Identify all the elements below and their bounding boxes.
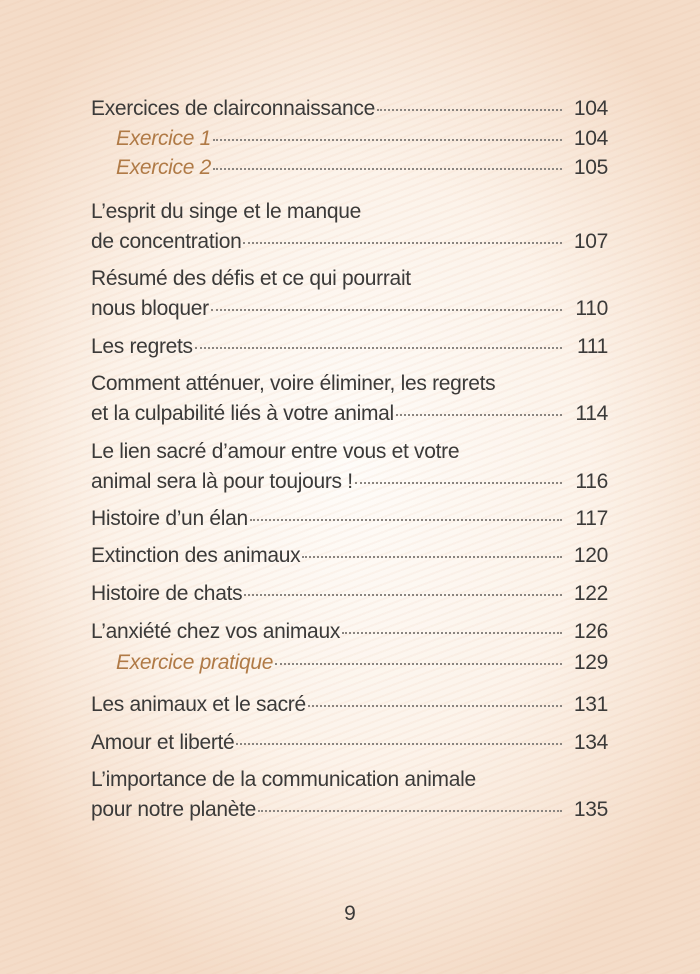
toc-page-number: 117 [575, 507, 608, 530]
dot-leader [396, 414, 562, 416]
toc-entry-title: et la culpabilité liés à votre animal [91, 402, 394, 425]
toc-entry-line [116, 648, 608, 678]
toc-entry-line [91, 94, 608, 124]
dot-leader [195, 347, 562, 349]
dot-leader [243, 242, 562, 244]
toc-page-number: 114 [575, 402, 608, 425]
toc-entry-line [91, 541, 608, 571]
toc-entry-title: Les animaux et le sacré [91, 693, 306, 716]
toc-page-number: 120 [573, 544, 608, 567]
toc-entry-title: Histoire de chats [91, 582, 243, 605]
toc-page-number: 129 [573, 651, 608, 674]
toc-entry-line [91, 294, 608, 324]
toc-entry-line [91, 765, 608, 795]
toc-entry-title: nous bloquer [91, 297, 209, 320]
toc-entry-line [91, 579, 608, 609]
toc-entry-line [91, 197, 608, 227]
toc-page-number: 135 [573, 798, 608, 821]
dot-leader [308, 705, 562, 707]
toc-entry [91, 504, 608, 534]
toc-entry-line [91, 437, 608, 467]
toc-entry-title: de concentration [91, 230, 242, 253]
toc-entry-title: Amour et liberté [91, 731, 235, 754]
toc-page-number: 131 [573, 693, 608, 716]
toc-entry-line [116, 153, 608, 183]
dot-leader [250, 519, 562, 521]
dot-leader [275, 663, 562, 665]
toc-entry [91, 541, 608, 571]
toc-entry [91, 690, 608, 720]
toc-subentry [116, 124, 608, 154]
toc-page-number: 107 [573, 230, 608, 253]
toc-entry-title: Les regrets [91, 335, 193, 358]
dot-leader [211, 309, 562, 311]
toc-entry-title: Le lien sacré d’amour entre vous et votre [91, 440, 460, 463]
toc-entry [91, 728, 608, 758]
toc-page-number: 104 [573, 97, 608, 120]
toc-entry-line [91, 690, 608, 720]
toc-entry-line [91, 504, 608, 534]
dot-leader [342, 632, 562, 634]
toc-entry-title: L’esprit du singe et le manque [91, 200, 362, 223]
toc-entry-title: Exercices de clairconnaissance [91, 97, 375, 120]
toc-entry-title: Extinction des animaux [91, 544, 301, 567]
toc-entry [91, 264, 608, 324]
toc-entry [91, 765, 608, 825]
toc-entry [91, 437, 608, 497]
toc-subentry [116, 153, 608, 183]
toc-entry [91, 332, 608, 362]
toc-subentry [116, 648, 608, 678]
toc-entry [91, 579, 608, 609]
toc-entry-title: Exercice 2 [116, 156, 212, 179]
toc-page-number: 122 [573, 582, 608, 605]
toc-entry-title: animal sera là pour toujours ! [91, 470, 353, 493]
toc-page-number: 126 [573, 620, 608, 643]
toc-entry-title: L’anxiété chez vos animaux [91, 620, 341, 643]
dot-leader [302, 556, 562, 558]
dot-leader [258, 810, 562, 812]
toc-entry-title: L’importance de la communication animale [91, 768, 476, 791]
toc-entry-line [91, 728, 608, 758]
toc-entry [91, 617, 608, 647]
toc-page-number: 111 [576, 335, 608, 358]
dot-leader [377, 109, 562, 111]
toc-entry-title: pour notre planète [91, 798, 257, 821]
toc-entry-title: Exercice 1 [116, 127, 212, 150]
toc-entry-title: Comment atténuer, voire éliminer, les regrets [91, 372, 496, 395]
dot-leader [355, 482, 562, 484]
toc-page-number: 104 [573, 127, 608, 150]
toc-entry [91, 369, 608, 429]
dot-leader [213, 139, 562, 141]
toc-entry-line [91, 617, 608, 647]
toc-entry-line [91, 332, 608, 362]
toc-entry [91, 94, 608, 124]
toc-entry-line [116, 124, 608, 154]
toc-page-number: 134 [573, 731, 608, 754]
toc-entry-line [91, 369, 608, 399]
toc-entry-title: Résumé des défis et ce qui pourrait [91, 267, 411, 290]
toc-page-number: 116 [575, 470, 608, 493]
dot-leader [213, 168, 562, 170]
toc-entry-line [91, 227, 608, 257]
toc-entry [91, 197, 608, 257]
dot-leader [236, 743, 562, 745]
toc-entry-title: Histoire d’un élan [91, 507, 248, 530]
toc-entry-line [91, 399, 608, 429]
dot-leader [244, 594, 562, 596]
page-number: 9 [344, 902, 356, 925]
toc-entry-line [91, 264, 608, 294]
toc-entry-title: Exercice pratique [116, 651, 274, 674]
toc-page-number: 110 [575, 297, 608, 320]
toc-entry-line [91, 467, 608, 497]
toc-entry-line [91, 795, 608, 825]
toc-page-number: 105 [573, 156, 608, 179]
